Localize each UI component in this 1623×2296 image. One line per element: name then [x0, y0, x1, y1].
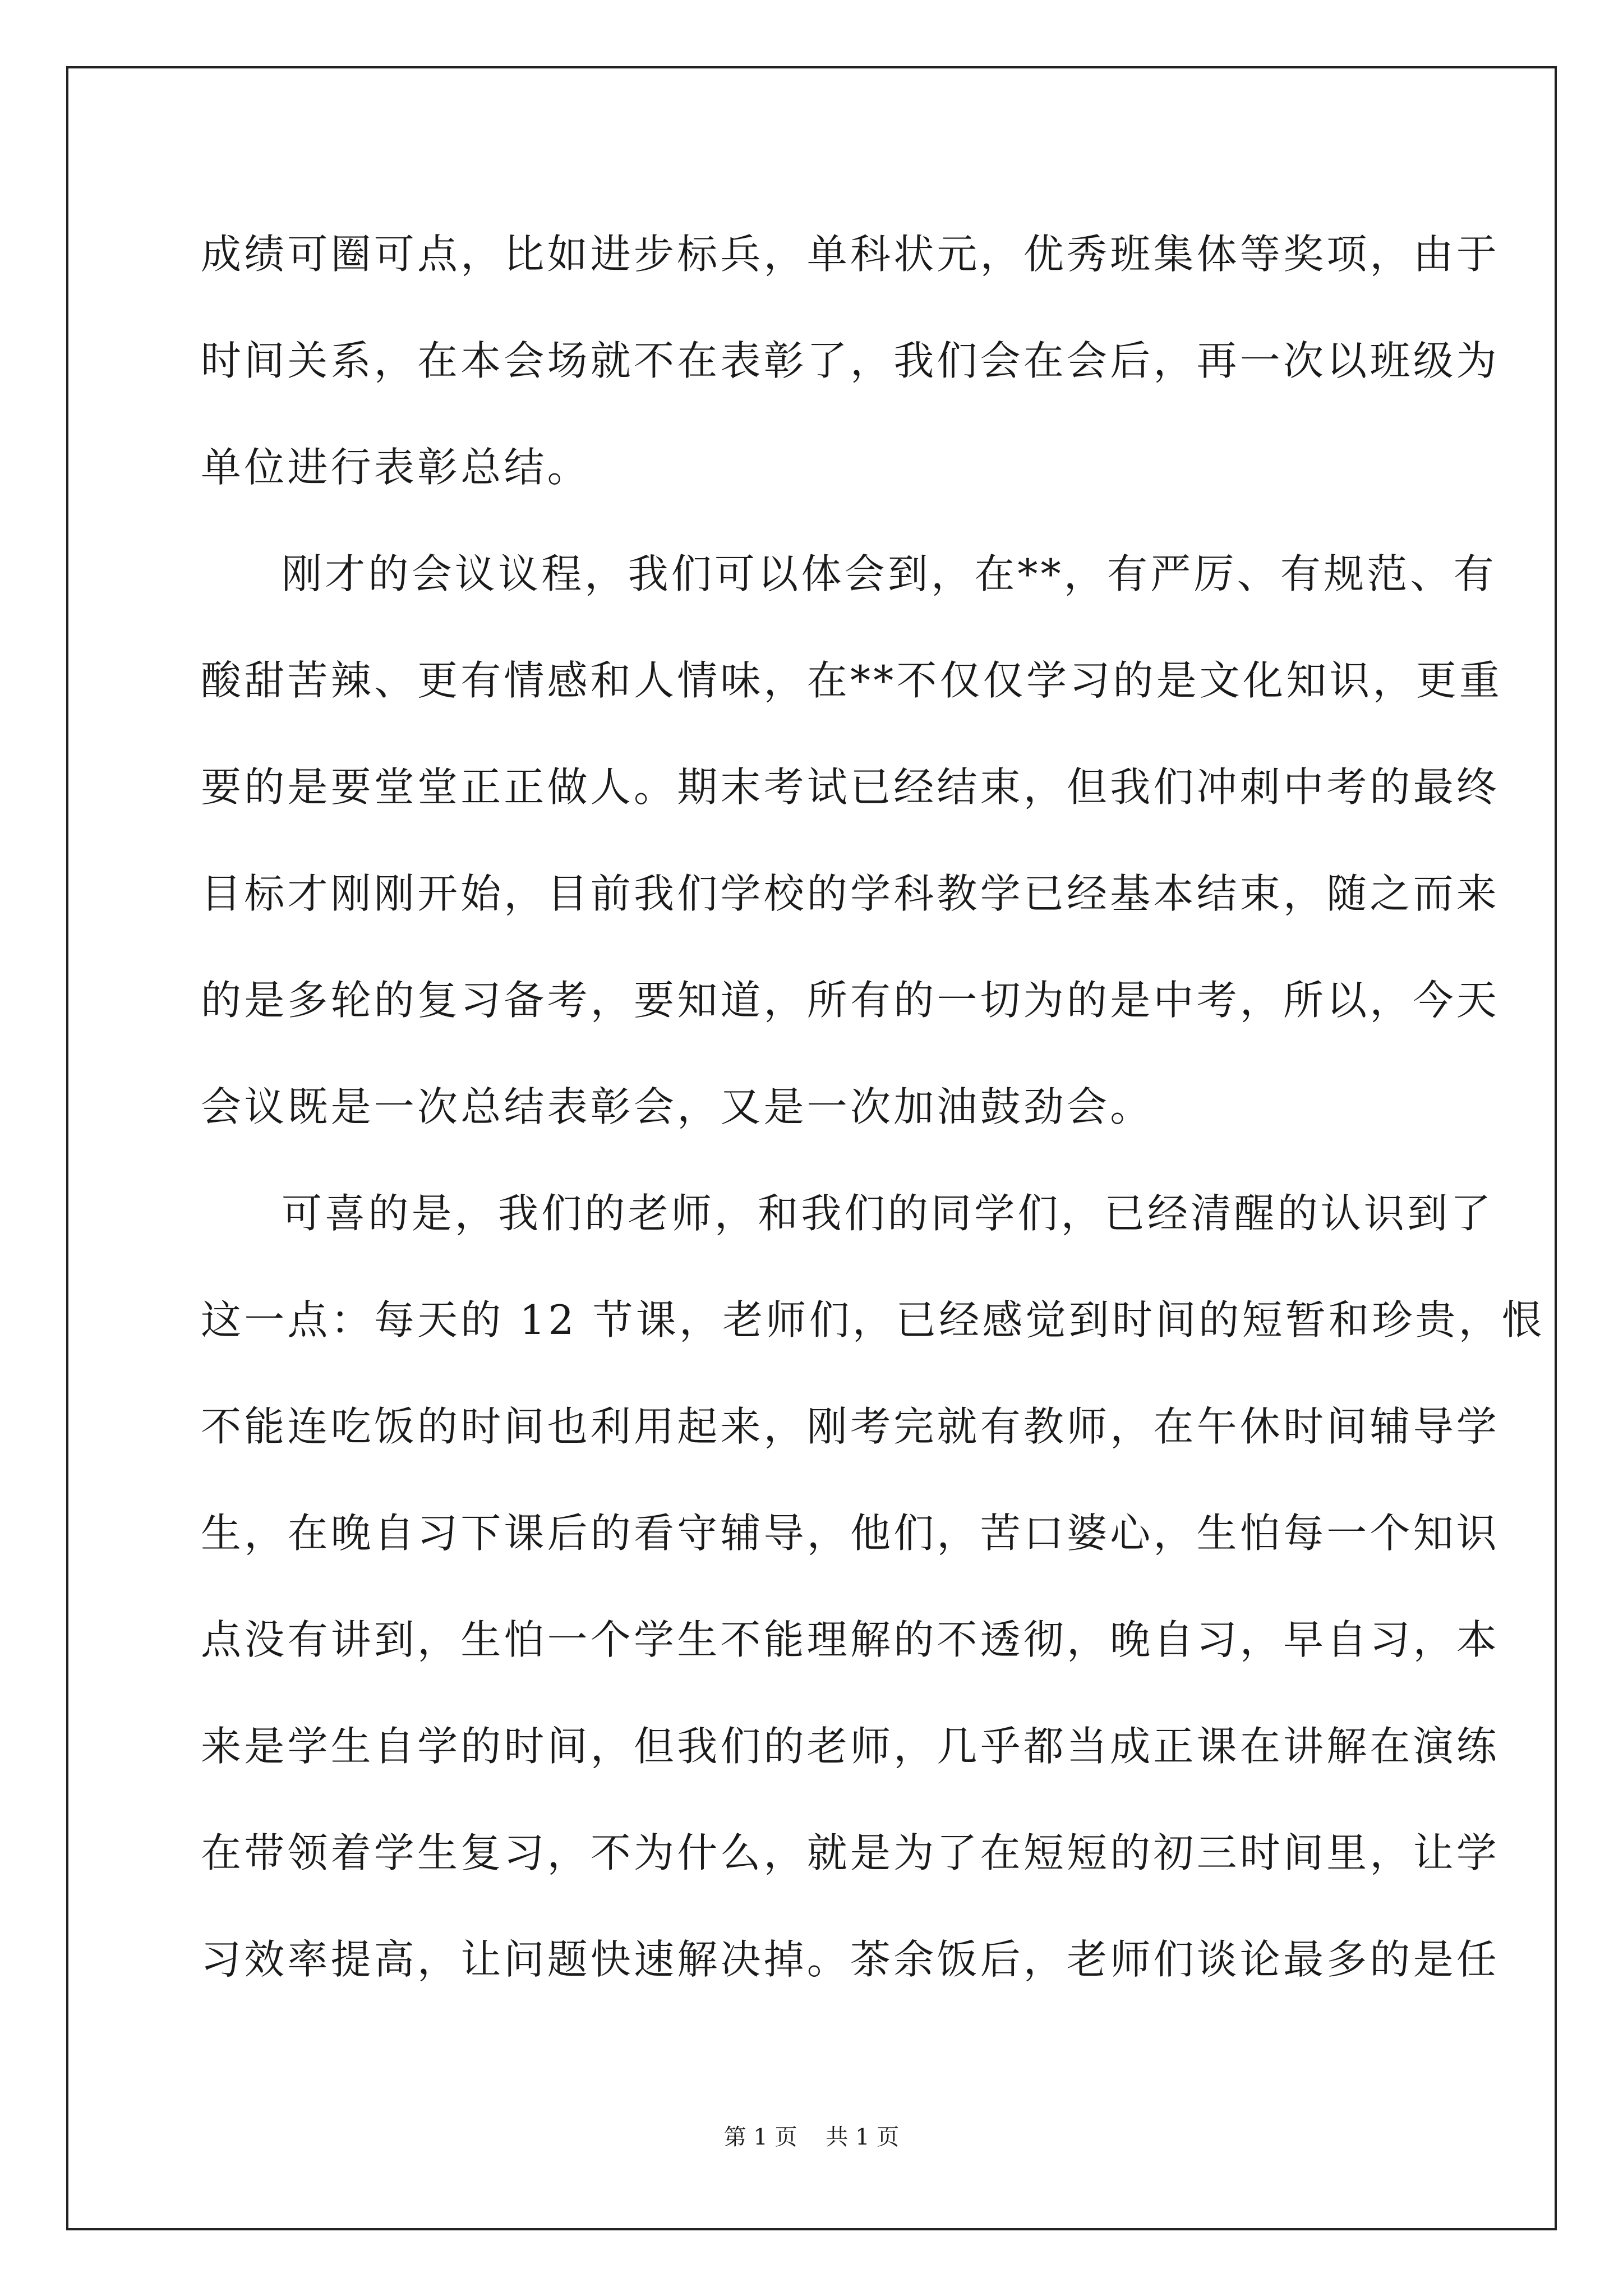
paragraph [201, 521, 1503, 1160]
text-line: 时间关系，在本会场就不在表彰了，我们会在会后，再一次以班级为 [201, 337, 1500, 384]
text-line: 可喜的是，我们的老师，和我们的同学们，已经清醒的认识到了 [282, 1190, 1494, 1237]
text-line: 会议既是一次总结表彰会，又是一次加油鼓劲会。 [201, 1083, 1154, 1130]
text-line: 在带领着学生复习，不为什么，就是为了在短短的初三时间里，让学 [201, 1829, 1500, 1876]
text-line: 要的是要堂堂正正做人。期末考试已经结束，但我们冲刺中考的最终 [201, 763, 1500, 811]
text-line: 这一点：每天的 12 节课，老师们，已经感觉到时间的短暂和珍贵，恨 [201, 1296, 1545, 1343]
text-line: 刚才的会议议程，我们可以体会到，在**，有严厉、有规范、有 [282, 550, 1497, 597]
text-line: 的是多轮的复习备考，要知道，所有的一切为的是中考，所以，今天 [201, 977, 1500, 1024]
paragraph [201, 201, 1500, 521]
text-line: 来是学生自学的时间，但我们的老师，几乎都当成正课在讲解在演练 [201, 1723, 1500, 1770]
paragraph [201, 1160, 1545, 2013]
text-line: 不能连吃饭的时间也利用起来，刚考完就有教师，在午休时间辅导学 [201, 1403, 1500, 1450]
text-line: 酸甜苦辣、更有情感和人情味，在**不仅仅学习的是文化知识，更重 [201, 657, 1503, 704]
document-body [201, 201, 1545, 2013]
text-line: 成绩可圈可点，比如进步标兵，单科状元，优秀班集体等奖项，由于 [201, 231, 1500, 278]
text-line: 点没有讲到，生怕一个学生不能理解的不透彻，晚自习，早自习，本 [201, 1616, 1500, 1663]
page-footer: 第 1 页 共 1 页 [723, 2124, 900, 2150]
text-line: 单位进行表彰总结。 [201, 444, 591, 491]
text-line: 习效率提高，让问题快速解决掉。茶余饭后，老师们谈论最多的是任 [201, 1936, 1500, 1983]
text-line: 生，在晚自习下课后的看守辅导，他们，苦口婆心，生怕每一个知识 [201, 1510, 1500, 1557]
text-line: 目标才刚刚开始，目前我们学校的学科教学已经基本结束，随之而来 [201, 870, 1500, 917]
